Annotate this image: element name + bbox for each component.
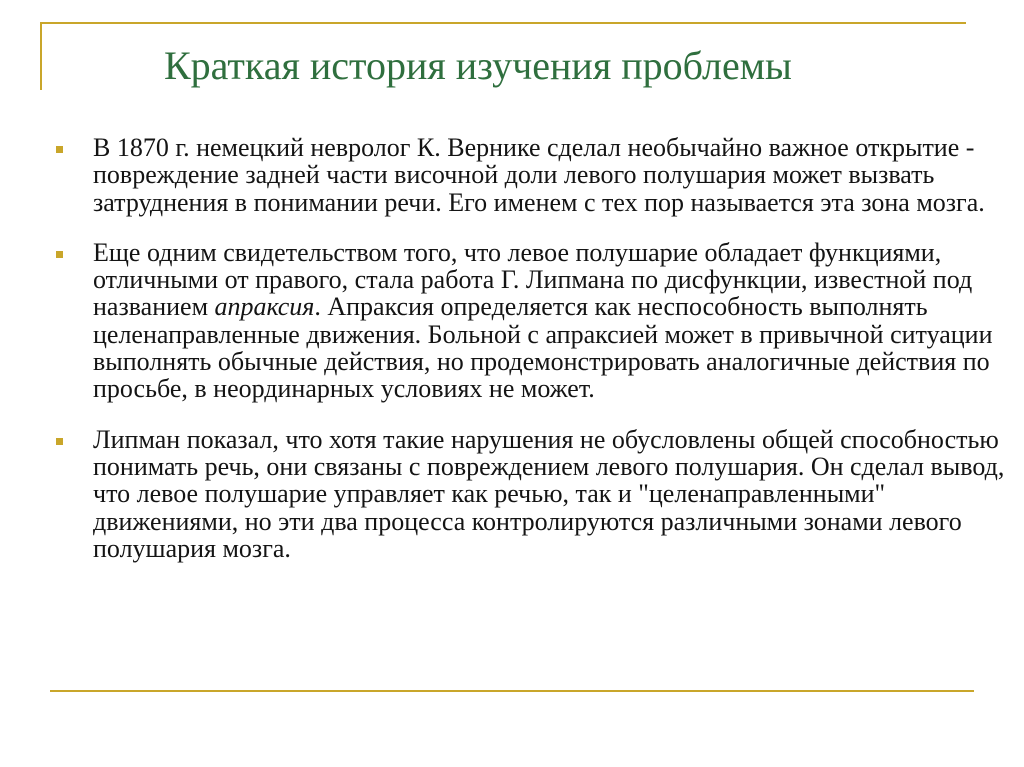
bullet-text: Липман показал, что хотя такие нарушения не обусловлены общей способностью понимать речь, они связаны с повреждением левого полушария. Он сделал вывод, что левое полушарие управляет как речью, так и "целенаправленными" движениями, но эти два процесса контролируются различными зонами левого полушария мозга. — [93, 424, 1005, 563]
frame-left-line — [40, 22, 42, 90]
frame-bottom-line — [50, 690, 974, 692]
bullet-text: В 1870 г. немецкий невролог К. Вернике сделал необычайно важное открытие - повреждение задней части височной доли левого полушария может вызвать затруднения в понимании речи. Его именем с тех пор называется эта зона мозга. — [93, 133, 985, 217]
bullet-item-apraxia — [56, 239, 1016, 403]
bullet-item-liepmann — [56, 426, 1016, 562]
bullet-item-wernicke — [56, 134, 1016, 216]
bullet-marker-icon — [56, 251, 63, 258]
bullet-marker-icon — [56, 146, 63, 153]
frame-top-line — [40, 22, 966, 24]
bullet-italic-term: апраксия — [214, 292, 315, 322]
bullet-text-before: Еще одним свидетельством того, что левое полушарие обладает функциями, отличными от правого, стала работа Г. Липмана по дисфункции, известной под названием — [93, 237, 973, 322]
bullet-list — [56, 134, 1016, 585]
bullet-text-after: . Апраксия определяется как неспособность выполнять целенаправленные движения. Больной с апраксией может в привычной ситуации выполнять обычные действия, но продемонстрировать аналогичные действия по просьбе, в неординарных условиях не может. — [93, 292, 993, 404]
slide-title: Краткая история изучения проблемы — [164, 43, 792, 88]
bullet-marker-icon — [56, 438, 63, 445]
